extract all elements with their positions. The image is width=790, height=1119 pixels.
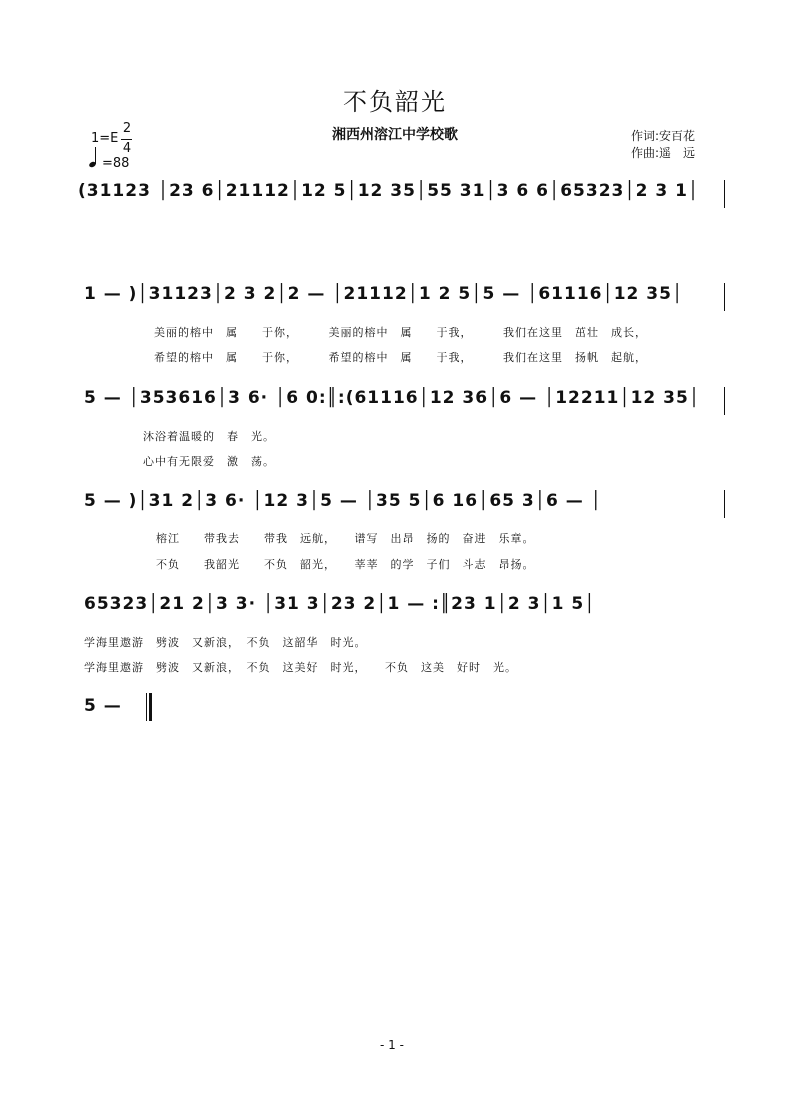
system-4-notes: 5 — )│31 2│3 6· │12 3│5 — │35 5│6 16│65 3│6 — │ [84, 491, 602, 511]
time-signature-line [121, 139, 132, 140]
system-5-lyric-verse-1: 学海里遨游 劈波 又新浪， 不负 这韶华 时光。 [84, 636, 367, 649]
system-6-notes: 5 — [84, 696, 122, 716]
system-4-end-barline [724, 490, 725, 518]
key-signature: 1=E [91, 131, 119, 146]
system-5-notes: 65323│21 2│3 3· │31 3│23 2│1 — :║23 1│2 3│1 5│ [84, 594, 596, 614]
quarter-note-head [88, 161, 96, 168]
final-barline-thick [149, 693, 152, 721]
system-4-lyric-verse-1: 榕江 带我去 带我 远航， 谱写 出昂 扬的 奋进 乐章。 [156, 532, 535, 545]
lyricist-credit: 作词:安百花 [631, 129, 696, 143]
system-3-notes: 5 — │353616│3 6· │6 0:║:(61116│12 36│6 — │12211│12 35│ [84, 388, 701, 408]
system-2-end-barline [724, 283, 725, 311]
system-1-notes: (31123 │23 6│21112│12 5│12 35│55 31│3 6 6│65323│2 3 1│ [78, 181, 700, 201]
song-title: 不负韶光 [343, 88, 447, 116]
time-signature-bottom: 4 [122, 141, 132, 156]
song-subtitle: 湘西州溶江中学校歌 [332, 127, 458, 143]
system-2-notes: 1 — )│31123│2 3 2│2 — │21112│1 2 5│5 — │61116│12 35│ [84, 284, 684, 304]
final-barline-thin [146, 693, 147, 721]
system-3-end-barline [724, 387, 725, 415]
system-1-end-barline [724, 180, 725, 208]
tempo-marking: =88 [102, 156, 130, 171]
system-4-lyric-verse-2: 不负 我韶光 不负 韶光， 莘莘 的学 子们 斗志 昂扬。 [156, 558, 535, 571]
system-3-lyric-verse-2: 心中有无限爱 激 荡。 [143, 455, 275, 468]
system-2-lyric-verse-2: 希望的榕中 属 于你， 希望的榕中 属 于我， 我们在这里 扬帆 起航， [154, 351, 647, 364]
composer-credit: 作曲:遥 远 [631, 146, 696, 160]
system-2-lyric-verse-1: 美丽的榕中 属 于你， 美丽的榕中 属 于我， 我们在这里 茁壮 成长， [154, 326, 647, 339]
time-signature-top: 2 [122, 121, 132, 136]
page-number: - 1 - [380, 1038, 404, 1052]
system-5-lyric-verse-2: 学海里遨游 劈波 又新浪， 不负 这美好 时光， 不负 这美 好时 光。 [84, 661, 517, 674]
system-3-lyric-verse-1: 沐浴着温暖的 春 光。 [143, 430, 275, 443]
